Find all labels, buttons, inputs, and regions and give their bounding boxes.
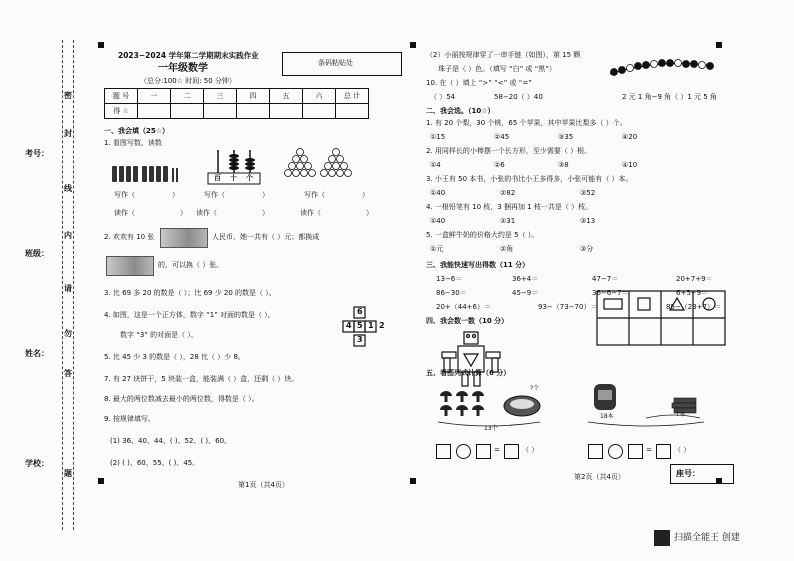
read-label: 读作（: [300, 209, 321, 217]
counting-sticks-image: [110, 164, 180, 184]
bracelet-image: [606, 56, 718, 80]
close-paren: ）: [262, 191, 269, 199]
registration-mark: [410, 42, 416, 48]
margin-label-name: 姓名：: [25, 349, 49, 358]
margin-label-school: 学校：: [25, 459, 49, 468]
equals-sign: =: [494, 446, 500, 454]
calc-item: 45−9＝: [512, 289, 539, 297]
banknote-100-image: [160, 228, 208, 248]
answer-box[interactable]: [588, 444, 603, 459]
margin-char: 答: [64, 369, 72, 378]
registration-mark: [716, 42, 722, 48]
question-text: 5. 比 45 少 3 的数是（ ），28 比（ ）少 8。: [104, 353, 245, 361]
question-text: 1. 有 20 个梨，30 个桃，65 个苹果，其中苹果比梨多（ ）个。: [426, 119, 627, 127]
choice-option[interactable]: ②6: [494, 161, 505, 169]
bag-books-image: [584, 378, 714, 434]
question-text: 4. 如图，这是一个正方体，数字 “1” 对面的数是（ ），: [104, 311, 275, 319]
read-label: 读作（: [196, 209, 217, 217]
section-heading: 二、我会选。（10☆）: [426, 107, 495, 115]
read-label: 读作（: [114, 209, 135, 217]
exam-meta: （总分:100☆ 时间: 50 分钟）: [140, 77, 236, 85]
question-text: 9. 按规律填写。: [104, 415, 155, 423]
unit-paren: （ ）: [522, 446, 539, 454]
calc-item: 36−6−7＝: [592, 289, 629, 297]
table-cell: 二: [171, 89, 204, 104]
operator-circle[interactable]: [608, 444, 623, 459]
table-cell: 总 计: [336, 89, 369, 104]
question-text: 3. 比 69 多 20 的数是（ ）；比 69 少 20 的数是（ ）。: [104, 289, 276, 297]
page-footer: 第1页（共4页）: [238, 481, 289, 489]
margin-char: 密: [64, 91, 72, 100]
choice-option[interactable]: ③35: [558, 133, 574, 141]
choice-option[interactable]: ②45: [494, 133, 510, 141]
calc-item: 20+（44+6）＝: [436, 303, 491, 311]
question-text: 5. 一盒鲜牛奶的价格大约是 5（ ）。: [426, 231, 539, 239]
question-text: (2) ( )、60、55、( )、45。: [110, 459, 200, 467]
margin-char: 线: [64, 184, 72, 193]
table-cell: 五: [270, 89, 303, 104]
total-label: 18本: [600, 413, 614, 420]
question-text: 2. 欢欢有 10 张: [104, 233, 155, 241]
table-cell: 一: [138, 89, 171, 104]
score-cell[interactable]: [270, 104, 303, 119]
section-heading: 五、看图列式计算（6 分）: [426, 369, 511, 377]
choice-option[interactable]: ①40: [430, 189, 446, 197]
question-text: 8. 最大的两位数减去最小的两位数，得数是（ ）。: [104, 395, 259, 403]
watermark-text: 扫描全能王 创建: [674, 533, 740, 543]
table-cell: 四: [237, 89, 270, 104]
choice-option[interactable]: ①40: [430, 217, 446, 225]
choice-option[interactable]: ④20: [622, 133, 638, 141]
cube-digit: 3: [357, 335, 363, 344]
shape-robot-image: [440, 330, 504, 390]
close-paren: ）: [180, 209, 187, 217]
choice-option[interactable]: ①15: [430, 133, 446, 141]
question-text: 10. 在（ ）填上 “>” “<” 或 “=”: [426, 79, 532, 87]
margin-char: 内: [64, 231, 72, 240]
score-cell[interactable]: [303, 104, 336, 119]
calc-item: 85−（23+7）＝: [666, 303, 721, 311]
equals-sign: =: [646, 446, 652, 454]
section-heading: 一、我会填（25☆）: [104, 127, 170, 135]
score-cell[interactable]: [336, 104, 369, 119]
question-text: （2）小丽按规律穿了一串手链（如图），第 15 颗: [426, 51, 581, 59]
calc-item: 13−6＝: [436, 275, 463, 283]
margin-char: 勿: [64, 329, 72, 338]
margin-char: 请: [64, 284, 72, 293]
mushrooms-image: [436, 386, 546, 430]
score-cell[interactable]: [237, 104, 270, 119]
binding-line: [62, 40, 63, 530]
choice-option[interactable]: ③13: [580, 217, 596, 225]
question-text: 7. 有 27 块饼干，5 块装一盒，能装满（ ）盒，还剩（ ）块。: [104, 375, 299, 383]
cube-digit: 1: [368, 321, 374, 330]
close-paren: ）: [362, 191, 369, 199]
choice-option[interactable]: ③52: [580, 189, 596, 197]
abacus-label: 十: [230, 174, 237, 182]
calc-item: 36+4＝: [512, 275, 539, 283]
exam-subject: 一年级数学: [158, 63, 208, 74]
write-label: 写作（: [304, 191, 325, 199]
answer-box[interactable]: [628, 444, 643, 459]
barcode-label: 条码粘贴处: [318, 59, 353, 67]
abacus-label: 百: [214, 174, 221, 182]
table-cell: 得 ☆: [105, 104, 138, 119]
camscanner-logo-icon: [654, 530, 670, 546]
compare-item: （ ）54: [430, 93, 456, 101]
score-table-row: [105, 104, 369, 119]
question-text: 3. 小王有 50 本书，小张的书比小王多得多，小张可能有（ ）本。: [426, 175, 633, 183]
choice-option[interactable]: ④10: [622, 161, 638, 169]
total-label: 13个: [484, 425, 498, 432]
calc-item: 86−30＝: [436, 289, 467, 297]
banknote-image: [106, 256, 154, 276]
section-heading: 四、我会数一数（10 分）: [426, 317, 509, 325]
write-label: 写作（: [204, 191, 225, 199]
margin-char: 题: [64, 469, 72, 478]
cube-digit: 6: [357, 307, 363, 316]
question-mark-label: ?个: [530, 385, 540, 392]
score-cell[interactable]: [171, 104, 204, 119]
table-cell: 题 号: [105, 89, 138, 104]
calc-item: 93−（73−70）＝: [538, 303, 598, 311]
circle-pyramids-image: [284, 146, 354, 180]
question-text: 2. 用同样长的小棒摆一个长方形，至少需要（ ）根。: [426, 147, 592, 155]
page-footer: 第2页（共4页）: [574, 473, 625, 481]
shape-count-table: [596, 290, 726, 346]
close-paren: ）: [172, 191, 179, 199]
margin-char: 封: [64, 129, 72, 138]
operator-circle[interactable]: [456, 444, 471, 459]
compare-item: 2 元 1 角−9 角（ ）1 元 5 角: [622, 93, 717, 101]
table-cell: 三: [204, 89, 237, 104]
binding-line: [73, 40, 74, 530]
write-label: 写作（: [114, 191, 135, 199]
cube-digit: 5: [357, 321, 363, 330]
answer-box[interactable]: [436, 444, 451, 459]
question-text: 4. 一根铅笔有 10 枝，3 捆再加 1 枝一共是（ ）枝。: [426, 203, 593, 211]
question-text: 数字 “3” 的对面是（ ）。: [120, 331, 198, 339]
compare-item: 58−20（ ）40: [494, 93, 543, 101]
abacus-label: 个: [246, 174, 253, 182]
cube-digit: 2: [379, 321, 385, 330]
choice-option[interactable]: ①元: [430, 245, 444, 253]
score-cell[interactable]: [138, 104, 171, 119]
close-paren: ）: [366, 209, 373, 217]
registration-mark: [410, 478, 416, 484]
exam-title: 2023−2024 学年第二学期期末实践作业: [118, 51, 259, 60]
score-cell[interactable]: [204, 104, 237, 119]
registration-mark: [98, 478, 104, 484]
score-table-header: [105, 89, 369, 104]
choice-option[interactable]: ③分: [580, 245, 594, 253]
close-paren: ）: [262, 209, 269, 217]
question-text: 1. 看图写数、读数: [104, 139, 162, 147]
cube-digit: 4: [346, 321, 352, 330]
choice-option[interactable]: ①4: [430, 161, 441, 169]
registration-mark: [98, 42, 104, 48]
calc-item: 47−7＝: [592, 275, 619, 283]
section-heading: 三、我能快速写出得数（11 分）: [426, 261, 530, 269]
choice-option[interactable]: ③8: [558, 161, 569, 169]
choice-option[interactable]: ②31: [500, 217, 516, 225]
question-text: 的，可以换（ ）张。: [158, 261, 224, 269]
answer-box[interactable]: [656, 444, 671, 459]
unit-paren: （ ）: [674, 446, 691, 454]
score-table: [104, 88, 369, 119]
question-text: 人民币，她一共有（ ）元；都换成: [212, 233, 320, 241]
margin-label-number: 考号：: [25, 149, 49, 158]
calc-item: 6+5−9＝: [676, 289, 709, 297]
question-text: (1) 36、40、44、( )、52、( )、60。: [110, 437, 232, 445]
answer-box[interactable]: [476, 444, 491, 459]
choice-option[interactable]: ②82: [500, 189, 516, 197]
question-mark-label: ?本: [676, 411, 686, 418]
choice-option[interactable]: ②角: [500, 245, 514, 253]
question-text: 珠子是（ ）色。（填写 “白” 或 “黑”）: [438, 65, 556, 73]
table-cell: 六: [303, 89, 336, 104]
seat-number-label: 座号：: [676, 469, 700, 478]
calc-item: 20+7+9＝: [676, 275, 713, 283]
answer-box[interactable]: [504, 444, 519, 459]
margin-label-class: 班级：: [25, 249, 49, 258]
